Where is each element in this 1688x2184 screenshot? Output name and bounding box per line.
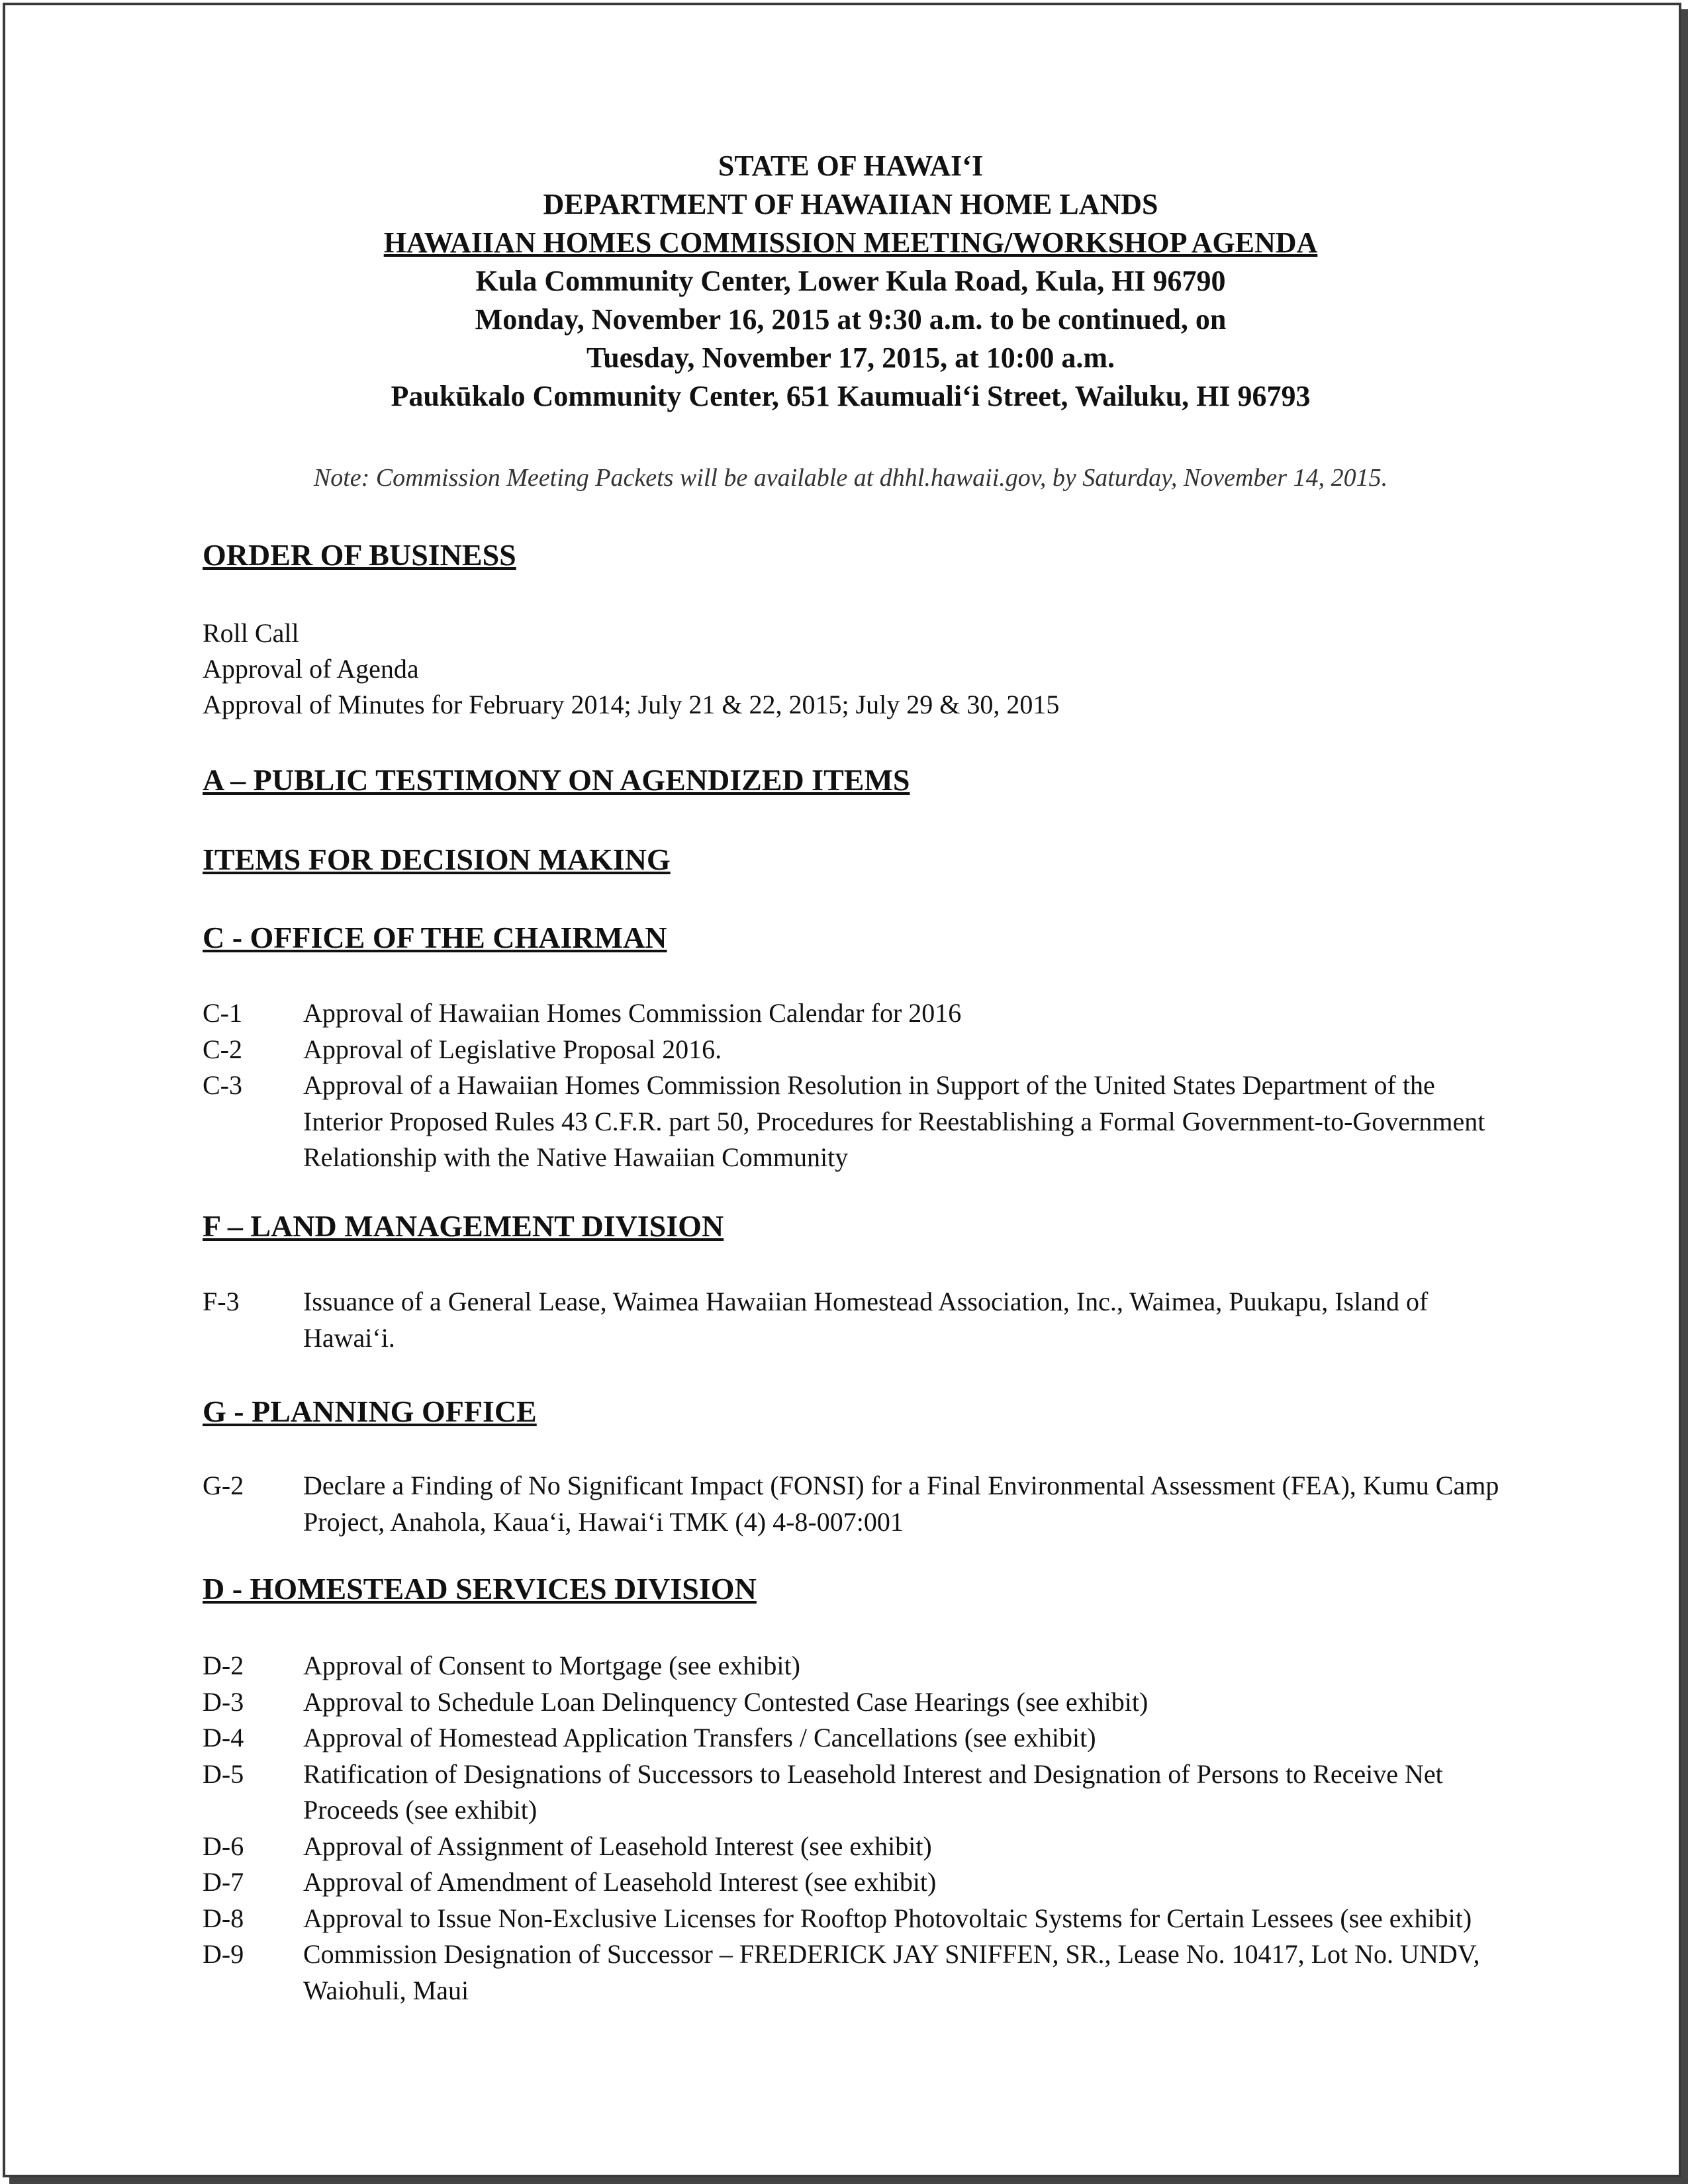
- agenda-item: [203, 1720, 1513, 1756]
- item-code: F-3: [203, 1287, 240, 1316]
- section-f-heading: F – LAND MANAGEMENT DIVISION: [203, 1209, 724, 1243]
- header-state: STATE OF HAWAI‘I: [718, 150, 984, 182]
- item-code: D-4: [203, 1723, 244, 1752]
- list-item: Roll Call: [203, 618, 299, 648]
- agenda-item: [203, 1284, 1513, 1356]
- item-text: Approval of a Hawaiian Homes Commission Resolution in Support of the United States Department of the Interior Proposed Rules 43 C.F.R. part 50, Procedures for Reestablishing a Formal Government-to-Government Relationship with the Native Hawaiian Community: [303, 1070, 1485, 1172]
- header-department: DEPARTMENT OF HAWAIIAN HOME LANDS: [543, 188, 1158, 220]
- agenda-item: [203, 1829, 1513, 1865]
- item-text: Approval of Assignment of Leasehold Interest (see exhibit): [303, 1831, 932, 1861]
- order-of-business-heading: ORDER OF BUSINESS: [203, 538, 516, 572]
- item-text: Issuance of a General Lease, Waimea Hawaiian Homestead Association, Inc., Waimea, Puukapu, Island of Hawai‘i.: [303, 1287, 1429, 1353]
- item-code: C-2: [203, 1034, 242, 1064]
- agenda-header: [0, 147, 1688, 416]
- list-item: Approval of Agenda: [203, 654, 419, 684]
- agenda-item: [203, 1684, 1513, 1721]
- header-date-2: Tuesday, November 17, 2015, at 10:00 a.m.: [586, 341, 1115, 374]
- packet-note: Note: Commission Meeting Packets will be available at dhhl.hawaii.gov, by Saturday, November 14, 2015.: [313, 464, 1388, 492]
- agenda-item: [203, 1936, 1513, 2009]
- agenda-item: [203, 995, 1513, 1032]
- item-text: Ratification of Designations of Successors to Leasehold Interest and Designation of Persons to Receive Net Proceeds (see exhibit): [303, 1758, 1443, 1825]
- header-agenda-title: HAWAIIAN HOMES COMMISSION MEETING/WORKSHOP AGENDA: [383, 226, 1318, 259]
- header-location-2: Paukūkalo Community Center, 651 Kaumuali‘i Street, Wailuku, HI 96793: [391, 380, 1311, 412]
- item-text: Approval of Consent to Mortgage (see exhibit): [303, 1651, 800, 1680]
- item-code: D-9: [203, 1939, 244, 1969]
- item-code: D-2: [203, 1651, 244, 1680]
- item-text: Declare a Finding of No Significant Impact (FONSI) for a Final Environmental Assessment (FEA), Kumu Camp Project, Anahola, Kaua‘i, Hawai‘i TMK (4) 4-8-007:001: [303, 1471, 1499, 1537]
- item-text: Approval of Homestead Application Transfers / Cancellations (see exhibit): [303, 1723, 1096, 1752]
- section-d-heading: D - HOMESTEAD SERVICES DIVISION: [203, 1572, 757, 1606]
- list-item: Approval of Minutes for February 2014; July 21 & 22, 2015; July 29 & 30, 2015: [203, 690, 1060, 719]
- item-code: C-1: [203, 998, 242, 1028]
- item-text: Commission Designation of Successor – FREDERICK JAY SNIFFEN, SR., Lease No. 10417, Lot No. UNDV, Waiohuli, Maui: [303, 1939, 1480, 2005]
- item-text: Approval to Schedule Loan Delinquency Contested Case Hearings (see exhibit): [303, 1686, 1149, 1717]
- order-of-business-list: [203, 615, 1059, 723]
- agenda-item: [203, 1864, 1513, 1901]
- agenda-item: [203, 1901, 1513, 1937]
- item-code: C-3: [203, 1070, 242, 1100]
- section-a-heading: A – PUBLIC TESTIMONY ON AGENDIZED ITEMS: [203, 763, 910, 797]
- item-text: Approval of Amendment of Leasehold Interest (see exhibit): [303, 1867, 937, 1897]
- decision-heading: ITEMS FOR DECISION MAKING: [203, 842, 671, 876]
- item-code: D-8: [203, 1903, 244, 1933]
- item-code: D-3: [203, 1686, 244, 1717]
- item-text: Approval of Hawaiian Homes Commission Calendar for 2016: [303, 998, 962, 1028]
- agenda-item: [203, 1756, 1513, 1829]
- header-date-1: Monday, November 16, 2015 at 9:30 a.m. to be continued, on: [475, 303, 1227, 336]
- item-text: Approval to Issue Non-Exclusive Licenses for Rooftop Photovoltaic Systems for Certain Lessees (see exhibit): [303, 1903, 1472, 1933]
- agenda-item: [203, 1468, 1513, 1540]
- section-d-items: [203, 1648, 1513, 2009]
- section-c-heading: C - OFFICE OF THE CHAIRMAN: [203, 921, 667, 954]
- section-g-items: [203, 1468, 1513, 1540]
- item-code: G-2: [203, 1471, 244, 1500]
- agenda-item: [203, 1032, 1513, 1068]
- section-c-items: [203, 995, 1513, 1176]
- item-code: D-7: [203, 1867, 244, 1897]
- section-g-heading: G - PLANNING OFFICE: [203, 1394, 537, 1428]
- agenda-item: [203, 1648, 1513, 1684]
- section-f-items: [203, 1284, 1513, 1356]
- item-code: D-6: [203, 1831, 244, 1861]
- header-location-1: Kula Community Center, Lower Kula Road, Kula, HI 96790: [475, 265, 1226, 297]
- item-text: Approval of Legislative Proposal 2016.: [303, 1034, 722, 1064]
- item-code: D-5: [203, 1758, 244, 1789]
- agenda-item: [203, 1068, 1513, 1176]
